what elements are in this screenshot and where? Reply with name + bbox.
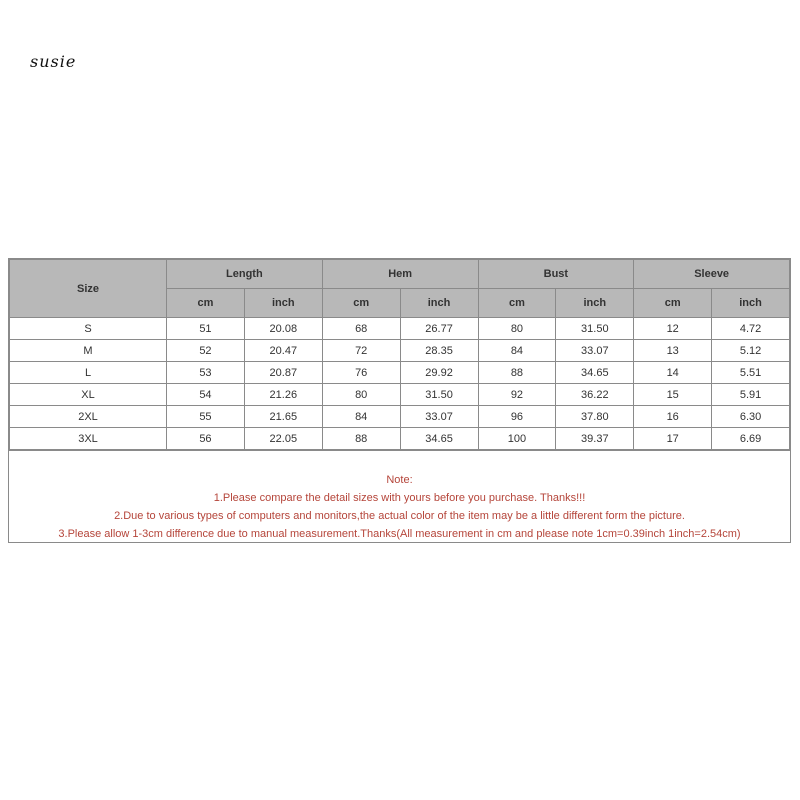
header-row-groups bbox=[10, 260, 790, 289]
table-row bbox=[10, 362, 790, 384]
table-cell: 26.77 bbox=[400, 318, 478, 340]
table-cell: 20.87 bbox=[244, 362, 322, 384]
table-cell: 33.07 bbox=[556, 340, 634, 362]
table-cell: 31.50 bbox=[556, 318, 634, 340]
size-cell: L bbox=[10, 362, 167, 384]
table-cell: 84 bbox=[322, 406, 400, 428]
table-cell: 68 bbox=[322, 318, 400, 340]
table-cell: 37.80 bbox=[556, 406, 634, 428]
size-table bbox=[9, 259, 790, 450]
table-cell: 6.30 bbox=[712, 406, 790, 428]
table-cell: 84 bbox=[478, 340, 556, 362]
table-cell: 55 bbox=[167, 406, 245, 428]
size-cell: S bbox=[10, 318, 167, 340]
table-cell: 15 bbox=[634, 384, 712, 406]
table-cell: 51 bbox=[167, 318, 245, 340]
size-chart bbox=[8, 258, 791, 543]
size-table-body bbox=[10, 318, 790, 450]
group-header-hem: Hem bbox=[322, 260, 478, 289]
table-cell: 80 bbox=[478, 318, 556, 340]
table-cell: 20.47 bbox=[244, 340, 322, 362]
table-cell: 17 bbox=[634, 428, 712, 450]
table-cell: 5.91 bbox=[712, 384, 790, 406]
group-header-bust: Bust bbox=[478, 260, 634, 289]
size-cell: XL bbox=[10, 384, 167, 406]
table-cell: 31.50 bbox=[400, 384, 478, 406]
table-cell: 39.37 bbox=[556, 428, 634, 450]
table-cell: 88 bbox=[478, 362, 556, 384]
unit-header-cm: cm bbox=[634, 289, 712, 318]
table-cell: 53 bbox=[167, 362, 245, 384]
table-cell: 88 bbox=[322, 428, 400, 450]
table-row bbox=[10, 406, 790, 428]
unit-header-cm: cm bbox=[167, 289, 245, 318]
unit-header-inch: inch bbox=[400, 289, 478, 318]
unit-header-cm: cm bbox=[478, 289, 556, 318]
table-cell: 96 bbox=[478, 406, 556, 428]
table-cell: 100 bbox=[478, 428, 556, 450]
group-header-sleeve: Sleeve bbox=[634, 260, 790, 289]
unit-header-inch: inch bbox=[556, 289, 634, 318]
table-cell: 21.26 bbox=[244, 384, 322, 406]
table-row bbox=[10, 318, 790, 340]
unit-header-inch: inch bbox=[244, 289, 322, 318]
notes-title: Note: bbox=[386, 474, 413, 486]
table-cell: 36.22 bbox=[556, 384, 634, 406]
table-cell: 56 bbox=[167, 428, 245, 450]
table-cell: 52 bbox=[167, 340, 245, 362]
table-row bbox=[10, 428, 790, 450]
table-cell: 12 bbox=[634, 318, 712, 340]
table-cell: 14 bbox=[634, 362, 712, 384]
size-cell: 3XL bbox=[10, 428, 167, 450]
size-column-header: Size bbox=[10, 260, 167, 318]
unit-header-inch: inch bbox=[712, 289, 790, 318]
table-cell: 20.08 bbox=[244, 318, 322, 340]
note-line-2: 2.Due to various types of computers and monitors,the actual color of the item may be a little different form the picture. bbox=[114, 510, 685, 522]
table-cell: 28.35 bbox=[400, 340, 478, 362]
size-cell: 2XL bbox=[10, 406, 167, 428]
table-row bbox=[10, 340, 790, 362]
table-cell: 92 bbox=[478, 384, 556, 406]
notes-section bbox=[9, 450, 790, 541]
table-cell: 5.12 bbox=[712, 340, 790, 362]
table-row bbox=[10, 384, 790, 406]
unit-header-cm: cm bbox=[322, 289, 400, 318]
brand-logo-text: susie bbox=[30, 52, 77, 71]
table-cell: 72 bbox=[322, 340, 400, 362]
table-cell: 21.65 bbox=[244, 406, 322, 428]
note-line-3: 3.Please allow 1-3cm difference due to manual measurement.Thanks(All measurement in cm and please note 1cm=0.39inch 1inch=2.54cm) bbox=[58, 528, 741, 540]
table-cell: 13 bbox=[634, 340, 712, 362]
table-cell: 34.65 bbox=[400, 428, 478, 450]
table-cell: 54 bbox=[167, 384, 245, 406]
table-cell: 22.05 bbox=[244, 428, 322, 450]
table-cell: 5.51 bbox=[712, 362, 790, 384]
table-cell: 29.92 bbox=[400, 362, 478, 384]
size-cell: M bbox=[10, 340, 167, 362]
table-cell: 34.65 bbox=[556, 362, 634, 384]
table-cell: 33.07 bbox=[400, 406, 478, 428]
table-cell: 6.69 bbox=[712, 428, 790, 450]
table-cell: 76 bbox=[322, 362, 400, 384]
note-line-1: 1.Please compare the detail sizes with yours before you purchase. Thanks!!! bbox=[213, 492, 586, 504]
table-cell: 80 bbox=[322, 384, 400, 406]
group-header-length: Length bbox=[167, 260, 323, 289]
table-cell: 16 bbox=[634, 406, 712, 428]
table-cell: 4.72 bbox=[712, 318, 790, 340]
